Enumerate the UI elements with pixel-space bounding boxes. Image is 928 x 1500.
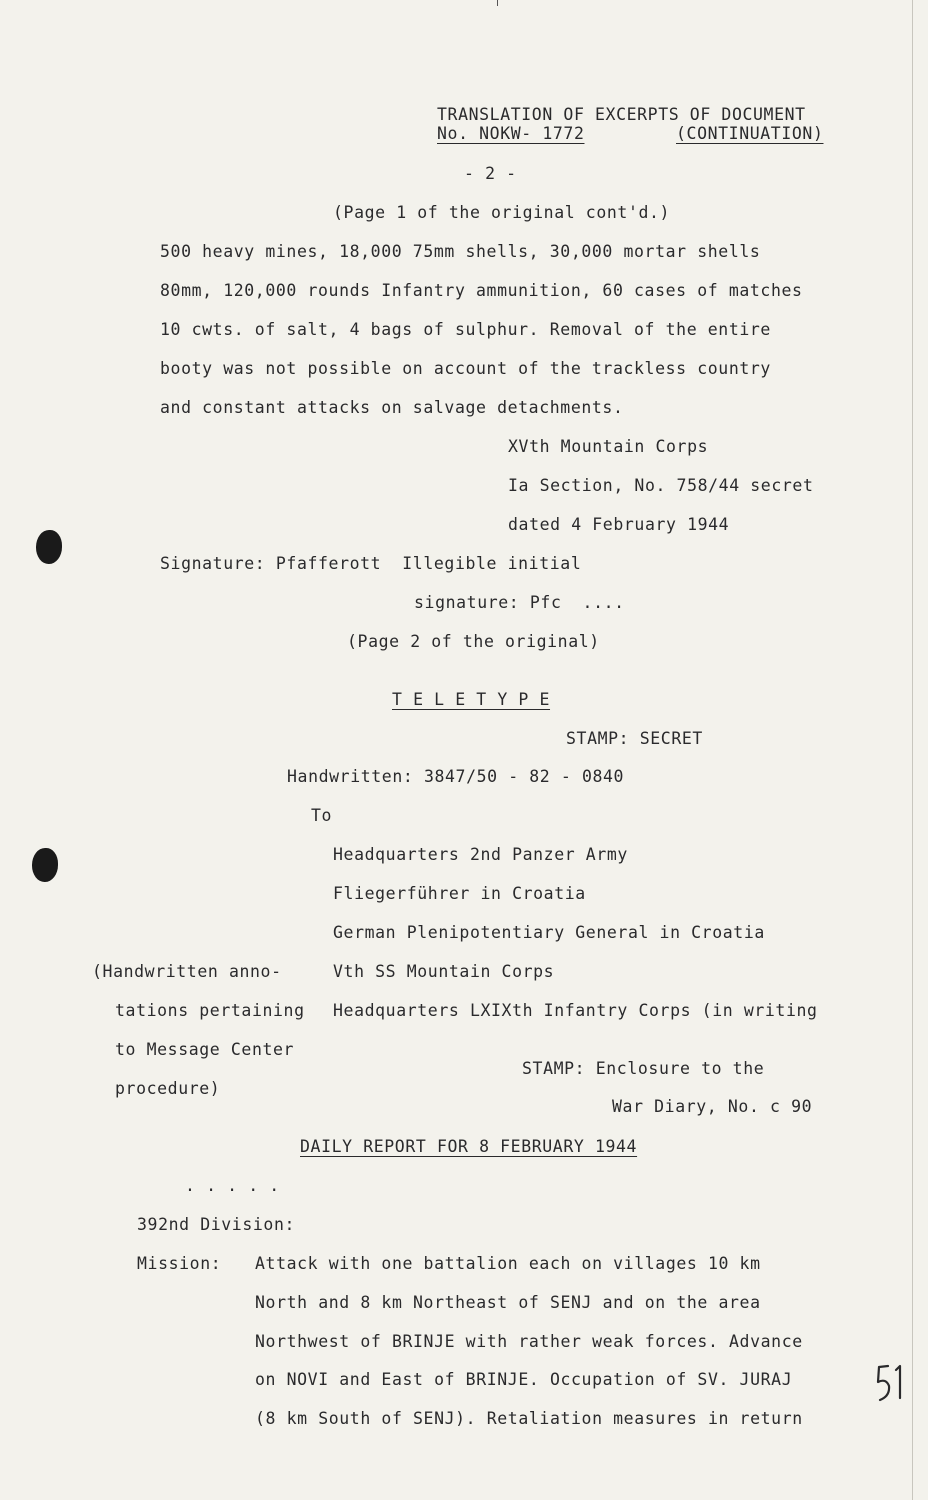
sender-date: dated 4 February 1944	[508, 515, 730, 534]
secret-stamp: STAMP: SECRET	[566, 729, 703, 748]
annotation-line-3: to Message Center	[115, 1040, 295, 1059]
punch-hole-upper	[36, 530, 62, 564]
annotation-line-4: procedure)	[115, 1079, 221, 1098]
punch-hole-lower	[32, 848, 58, 882]
annotation-line-1: (Handwritten anno-	[92, 962, 282, 981]
top-edge-mark	[497, 0, 498, 6]
to-label: To	[311, 806, 333, 825]
body-line-4: booty was not possible on account of the trackless country	[160, 359, 771, 378]
mission-line-2: North and 8 km Northeast of SENJ and on the area	[255, 1293, 761, 1312]
division-heading: 392nd Division:	[137, 1215, 296, 1234]
signature-line: Signature: Pfafferott Illegible initial	[160, 554, 582, 573]
mission-line-3: Northwest of BRINJE with rather weak forces. Advance	[255, 1332, 803, 1351]
annotation-line-2: tations pertaining	[115, 1001, 305, 1020]
header-document-number: No. NOKW- 1772	[437, 124, 585, 143]
mission-line-4: on NOVI and East of BRINJE. Occupation of SV. JURAJ	[255, 1370, 793, 1389]
handwritten-page-number	[874, 1362, 908, 1406]
recipient-4: Vth SS Mountain Corps	[333, 962, 555, 981]
header-title: TRANSLATION OF EXCERPTS OF DOCUMENT	[437, 105, 806, 124]
header-continuation: (CONTINUATION)	[676, 124, 824, 143]
page-edge-line	[912, 0, 913, 1500]
enclosure-stamp-line-1: STAMP: Enclosure to the	[522, 1059, 765, 1078]
recipient-2: Fliegerführer in Croatia	[333, 884, 586, 903]
body-line-3: 10 cwts. of salt, 4 bags of sulphur. Removal of the entire	[160, 320, 771, 339]
sender-section: Ia Section, No. 758/44 secret	[508, 476, 814, 495]
body-line-1: 500 heavy mines, 18,000 75mm shells, 30,000 mortar shells	[160, 242, 761, 261]
teletype-title: T E L E T Y P E	[392, 690, 551, 709]
page1-continued-note: (Page 1 of the original cont'd.)	[333, 203, 671, 222]
handwritten-number: Handwritten: 3847/50 - 82 - 0840	[287, 767, 625, 786]
sender-unit: XVth Mountain Corps	[508, 437, 709, 456]
mission-line-1: Attack with one battalion each on villages 10 km	[255, 1254, 761, 1273]
omission-dots: . . . . .	[185, 1176, 280, 1195]
recipient-1: Headquarters 2nd Panzer Army	[333, 845, 628, 864]
recipient-3: German Plenipotentiary General in Croatia	[333, 923, 765, 942]
mission-label: Mission:	[137, 1254, 222, 1273]
mission-line-5: (8 km South of SENJ). Retaliation measures in return	[255, 1409, 803, 1428]
enclosure-stamp-line-2: War Diary, No. c 90	[612, 1097, 813, 1116]
page-marker: - 2 -	[464, 164, 517, 183]
daily-report-title: DAILY REPORT FOR 8 FEBRUARY 1944	[300, 1137, 638, 1156]
body-line-2: 80mm, 120,000 rounds Infantry ammunition, 60 cases of matches	[160, 281, 803, 300]
body-line-5: and constant attacks on salvage detachments.	[160, 398, 624, 417]
recipient-5: Headquarters LXIXth Infantry Corps (in writing	[333, 1001, 818, 1020]
page2-note: (Page 2 of the original)	[347, 632, 600, 651]
signature-initial-line: signature: Pfc ....	[414, 593, 625, 612]
